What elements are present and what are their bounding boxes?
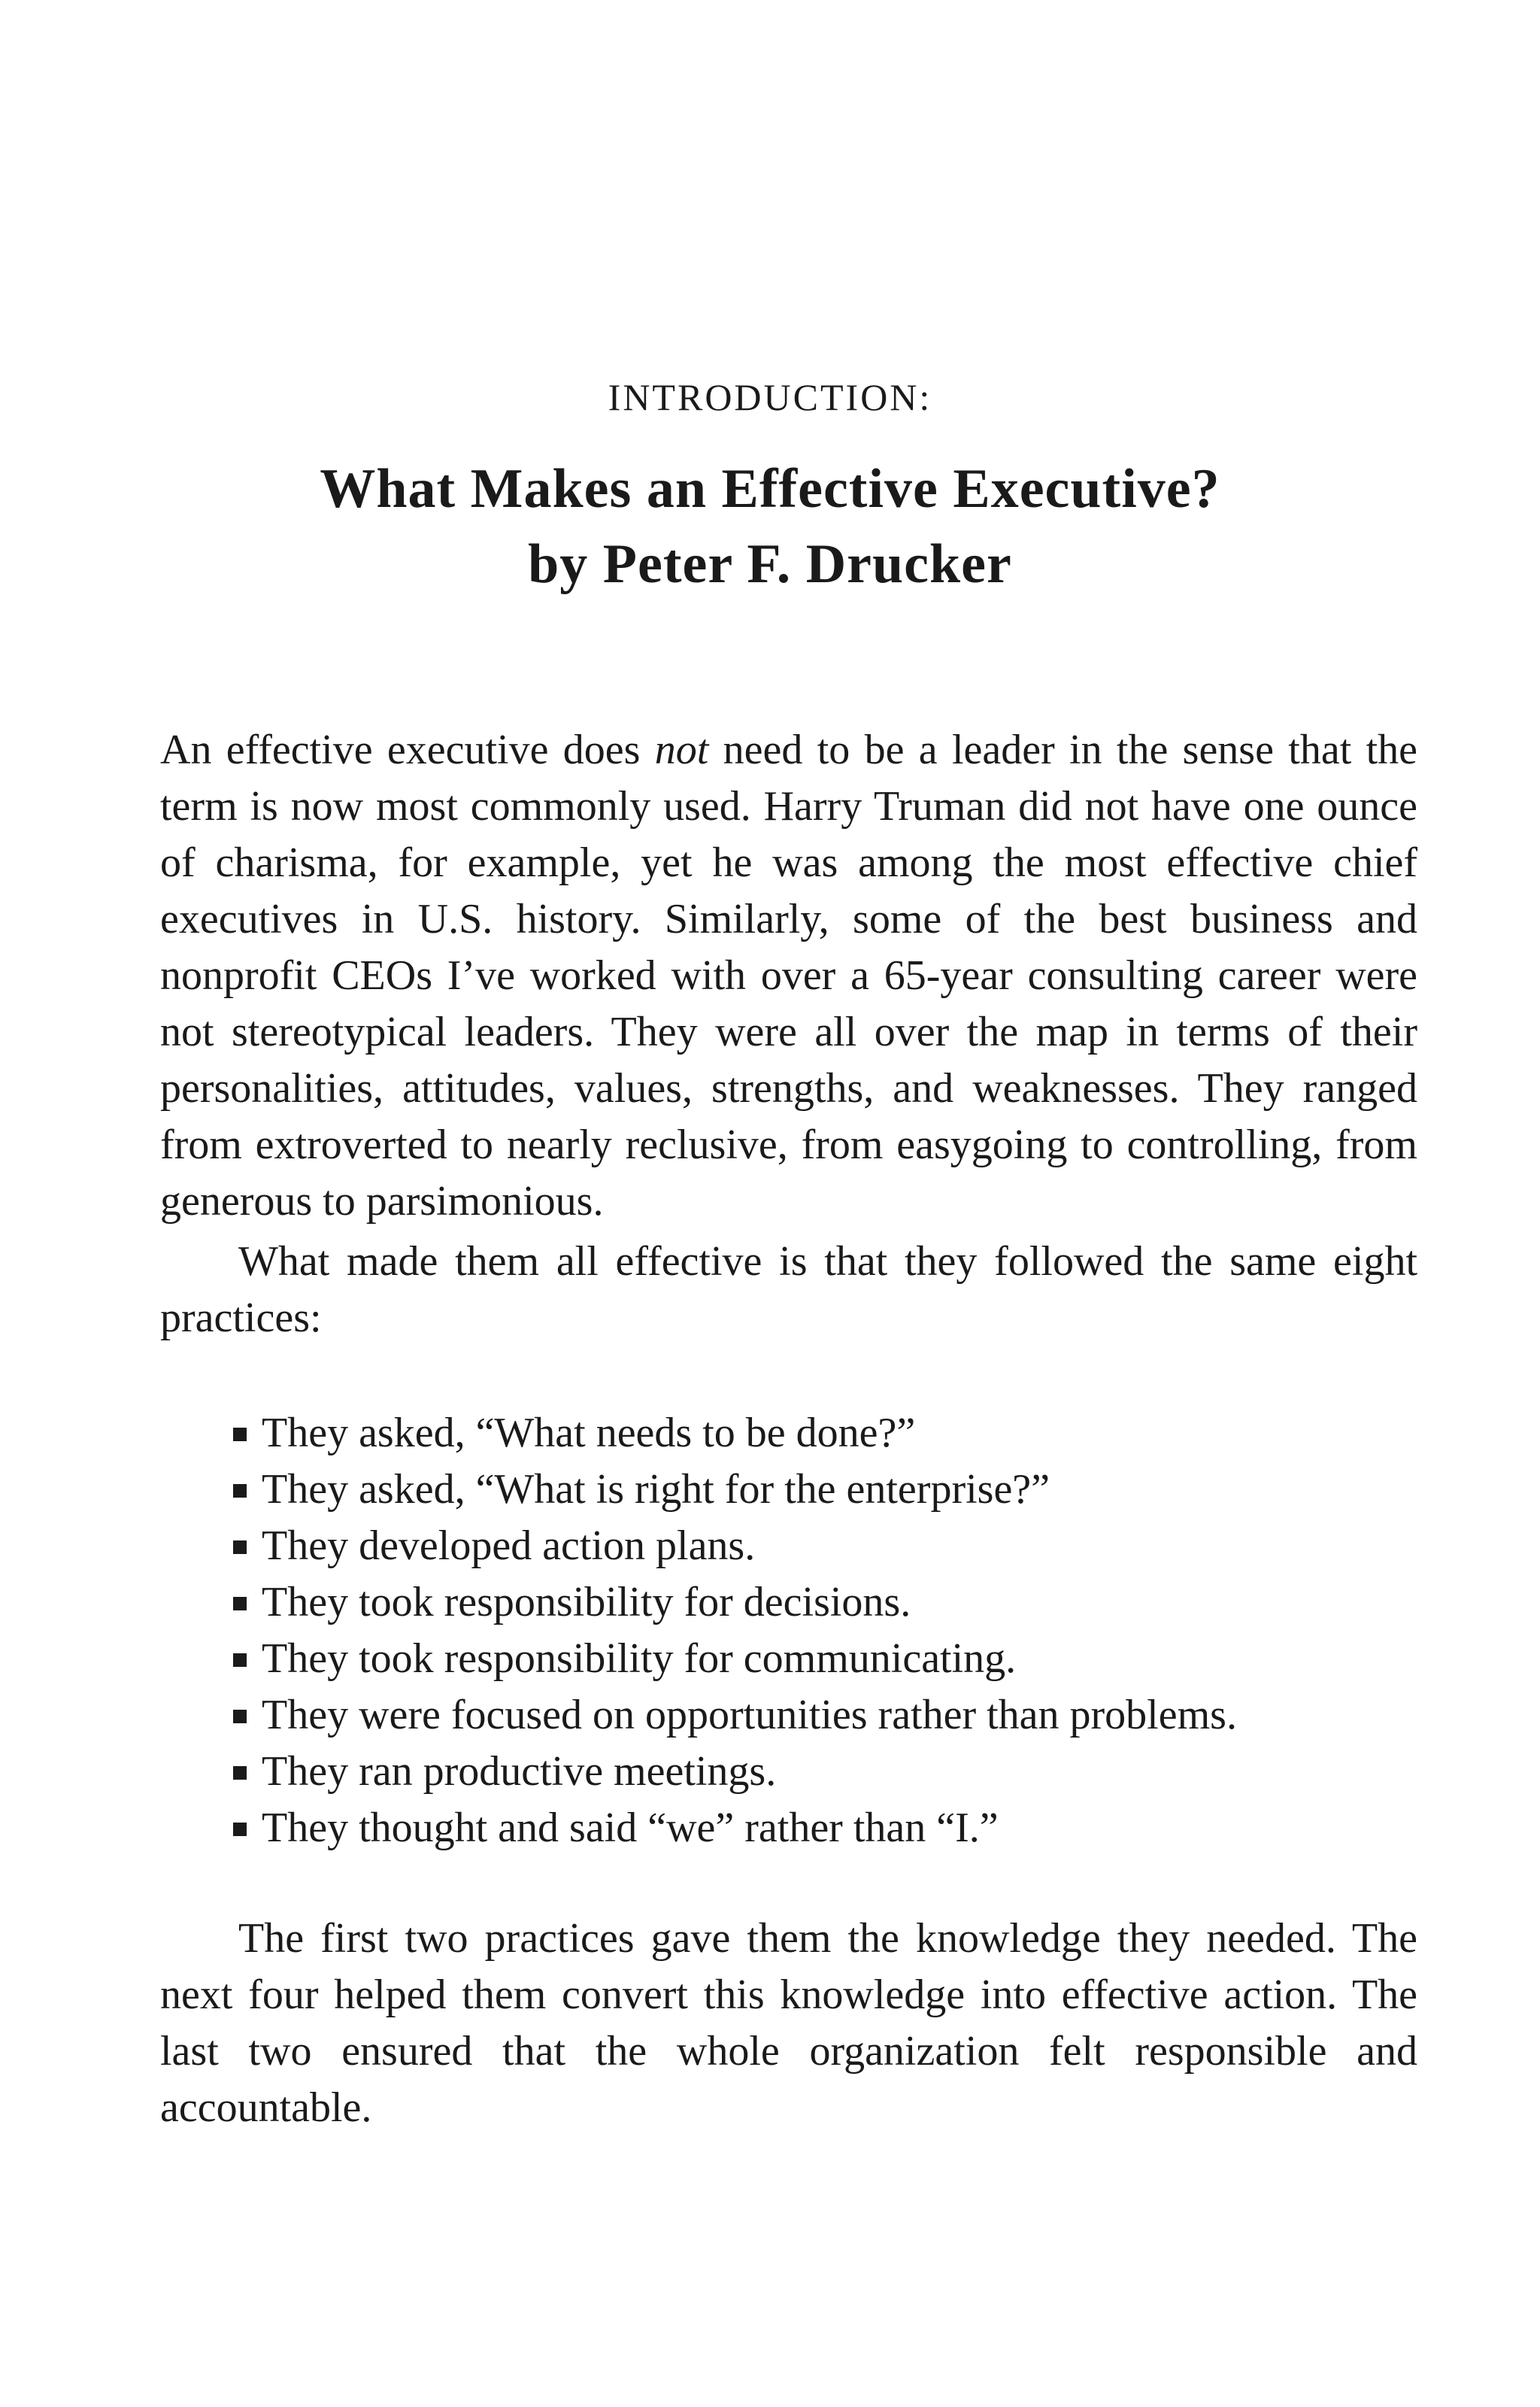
- list-item-text: They asked, “What is right for the enterprise?”: [262, 1466, 1050, 1513]
- square-bullet-icon: [233, 1653, 247, 1667]
- square-bullet-icon: [233, 1484, 247, 1498]
- section-kicker: INTRODUCTION:: [608, 376, 932, 418]
- list-item: [226, 1744, 1429, 1800]
- paragraph-1: [160, 722, 1417, 1230]
- paragraph-1-rest: need to be a leader in the sense that the term is now most commonly used. Harry Truman did not have one ounce of charisma, for example, yet he was among the most effective chief executives in U.S. history. Similarly, some of the best business and nonprofit CEOs I’ve worked with over a 65-year consulting career were not stereotypical leaders. They were all over the map in terms of their personalities, attitudes, values, strengths, and weaknesses. They ranged from extroverted to nearly reclusive, from easygoing to controlling, from generous to parsimonious.: [160, 727, 1417, 1225]
- list-item-text: They ran productive meetings.: [262, 1748, 777, 1795]
- emphasis-not: not: [654, 727, 709, 773]
- title-line-1: What Makes an Effective Executive?: [320, 458, 1220, 520]
- square-bullet-icon: [233, 1710, 247, 1723]
- practices-list: [226, 1405, 1429, 1856]
- list-item: [226, 1687, 1429, 1744]
- square-bullet-icon: [233, 1597, 247, 1610]
- paragraph-1-start: An effective executive does: [160, 727, 655, 773]
- list-item-text: They were focused on opportunities rather than problems.: [262, 1692, 1237, 1738]
- square-bullet-icon: [233, 1428, 247, 1441]
- list-item: [226, 1405, 1429, 1462]
- list-item-text: They developed action plans.: [262, 1522, 756, 1569]
- square-bullet-icon: [233, 1540, 247, 1554]
- list-item: [226, 1574, 1429, 1631]
- list-item-text: They asked, “What needs to be done?”: [262, 1410, 916, 1456]
- list-item: [226, 1631, 1429, 1687]
- list-item-text: They thought and said “we” rather than “I.”: [262, 1804, 999, 1851]
- list-item-text: They took responsibility for decisions.: [262, 1579, 911, 1625]
- paragraph-2: What made them all effective is that they followed the same eight practices:: [160, 1238, 1417, 1341]
- list-item: [226, 1518, 1429, 1574]
- title-byline: by Peter F. Drucker: [528, 533, 1012, 595]
- list-item-text: They took responsibility for communicating.: [262, 1635, 1017, 1682]
- square-bullet-icon: [233, 1766, 247, 1780]
- list-item: [226, 1800, 1429, 1856]
- chapter-title: [0, 451, 1540, 602]
- paragraph-3: The first two practices gave them the knowledge they needed. The next four helped them convert this knowledge into effective action. The last two ensured that the whole organization felt responsible and accountable.: [160, 1915, 1417, 2131]
- list-item: [226, 1462, 1429, 1518]
- square-bullet-icon: [233, 1823, 247, 1836]
